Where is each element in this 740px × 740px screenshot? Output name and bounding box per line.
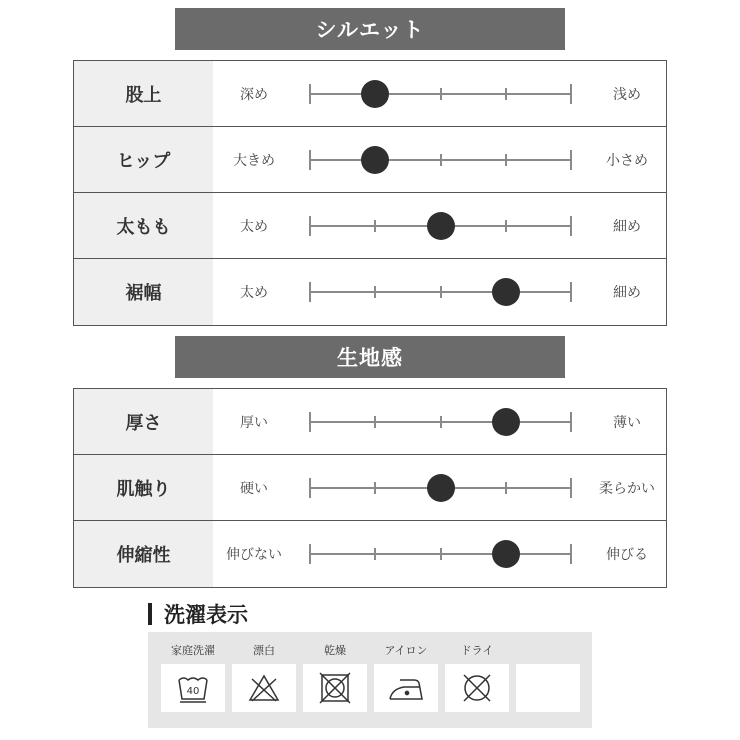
- scale-row: [74, 259, 666, 325]
- scale-tick: [440, 88, 442, 100]
- wash-label: 漂白: [253, 644, 275, 657]
- scale-marker: [361, 146, 389, 174]
- scale-tick: [570, 150, 572, 170]
- scale-tick: [374, 548, 376, 560]
- scale-left-label: 太め: [240, 285, 268, 301]
- scale-marker: [427, 474, 455, 502]
- scale-tick: [505, 154, 507, 166]
- no-bleach-icon: [247, 671, 281, 705]
- scale-tick: [374, 220, 376, 232]
- scale-tick: [570, 412, 572, 432]
- row-label: ヒップ: [74, 127, 213, 192]
- scale-row: [74, 127, 666, 193]
- scale-left-label: 大きめ: [233, 152, 275, 169]
- wash-symbol-cell: [303, 664, 367, 712]
- scale-marker: [492, 408, 520, 436]
- scale-left-label: 深め: [240, 86, 268, 103]
- scale-tick: [309, 544, 311, 564]
- scale-right-label: 小さめ: [606, 152, 648, 169]
- scale-tick: [440, 154, 442, 166]
- scale-tick: [440, 416, 442, 428]
- scale-tick: [505, 482, 507, 494]
- wash-label: ドライ: [460, 644, 494, 657]
- silhouette-table: [73, 60, 667, 326]
- scale-left-label: 硬い: [240, 480, 268, 497]
- scale-tick: [570, 544, 572, 564]
- wash-symbol-cell: [232, 664, 296, 712]
- scale-row: [74, 455, 666, 521]
- scale-right-label: 細め: [613, 218, 641, 235]
- scale-tick: [374, 416, 376, 428]
- scale-tick: [309, 216, 311, 236]
- scale-marker: [492, 278, 520, 306]
- row-label: 伸縮性: [74, 521, 213, 587]
- title-bar: [148, 603, 152, 625]
- scale-marker: [427, 212, 455, 240]
- wash-title: [148, 601, 248, 627]
- scale-tick: [309, 150, 311, 170]
- scale-tick: [570, 478, 572, 498]
- scale-row: [74, 61, 666, 127]
- scale-row: [74, 521, 666, 587]
- wash-label: アイロン: [384, 644, 428, 657]
- scale-right-label: 細め: [613, 285, 641, 301]
- scale-marker: [361, 80, 389, 108]
- fabric-table: [73, 388, 667, 588]
- fabric-header: 生地感: [175, 336, 565, 378]
- no-dry-clean-icon: [460, 671, 494, 705]
- row-label: 肌触り: [74, 455, 213, 520]
- scale-right-label: 薄い: [613, 414, 641, 431]
- scale-tick: [309, 84, 311, 104]
- row-label: 股上: [74, 61, 213, 126]
- wash-symbol-cell: [161, 664, 225, 712]
- row-label: 厚さ: [74, 389, 213, 454]
- washtub-40-icon: [176, 671, 210, 705]
- scale-tick: [570, 216, 572, 236]
- scale-right-label: 伸びる: [606, 547, 648, 563]
- scale-tick: [440, 548, 442, 560]
- scale-tick: [309, 412, 311, 432]
- wash-label: 家庭洗濯: [171, 644, 215, 657]
- row-label: 太もも: [74, 193, 213, 258]
- scale-marker: [492, 540, 520, 568]
- scale-right-label: 柔らかい: [599, 480, 655, 497]
- scale-tick: [374, 482, 376, 494]
- scale-tick: [309, 478, 311, 498]
- scale-tick: [570, 282, 572, 302]
- scale-left-label: 伸びない: [226, 547, 282, 563]
- no-tumble-dry-icon: [318, 671, 352, 705]
- scale-tick: [505, 88, 507, 100]
- row-label: 裾幅: [74, 259, 213, 325]
- scale-left-label: 太め: [240, 218, 268, 235]
- wash-symbol-cell: [445, 664, 509, 712]
- wash-title-text: 洗濯表示: [164, 603, 248, 627]
- wash-label: 乾燥: [324, 644, 346, 657]
- scale-tick: [440, 286, 442, 298]
- scale-tick: [505, 220, 507, 232]
- scale-row: [74, 193, 666, 259]
- scale-row: [74, 389, 666, 455]
- scale-tick: [570, 84, 572, 104]
- scale-tick: [309, 282, 311, 302]
- wash-symbol-cell: [516, 664, 580, 712]
- scale-left-label: 厚い: [240, 414, 268, 431]
- scale-right-label: 浅め: [613, 86, 641, 103]
- wash-panel: [148, 632, 592, 728]
- silhouette-header: シルエット: [175, 8, 565, 50]
- iron-low-icon: [386, 671, 426, 705]
- scale-tick: [374, 286, 376, 298]
- wash-symbol-cell: [374, 664, 438, 712]
- svg-text:40: 40: [186, 686, 200, 697]
